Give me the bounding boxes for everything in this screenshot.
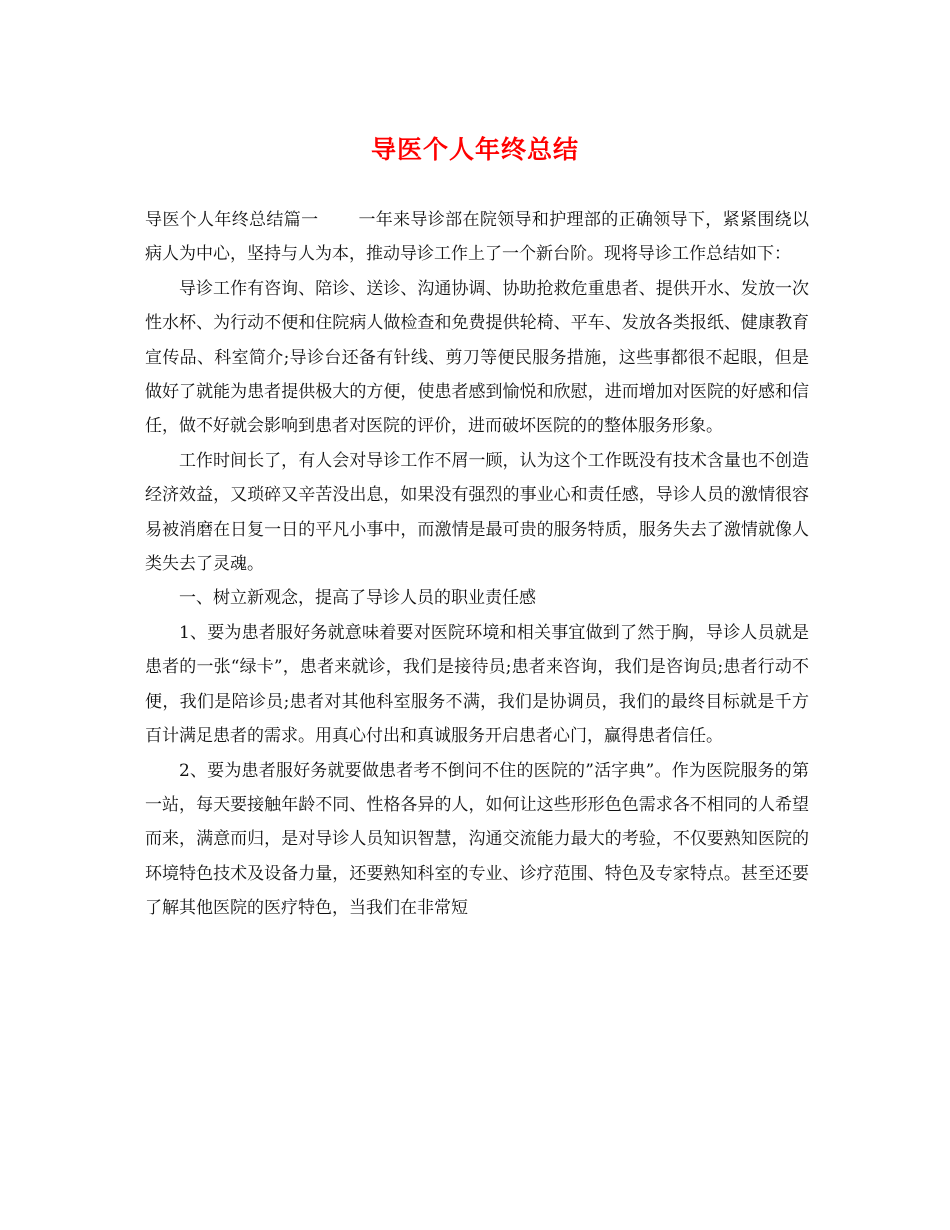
paragraph-intro — [145, 203, 809, 272]
section-label: 导医个人年终总结篇一 — [145, 210, 319, 230]
paragraph-text: 一年来导诊部在院领导和护理部的正确领导下，紧紧围绕以病人为中心，坚持与人为本，推动导诊工作上了一个新台阶。现将导诊工作总结如下： — [145, 210, 810, 265]
document-title: 导医个人年终总结 — [370, 135, 579, 164]
paragraph: 2、要为患者服好务就要做患者考不倒问不住的医院的”活字典”。作为医院服务的第一站，每天要接触年龄不同、性格各异的人，如何让这些形形色色需求各不相同的人希望而来，满意而归，是对导诊人员知识智慧，沟通交流能力最大的考验，不仅要熟知医院的环境特色技术及设备力量，还要熟知科室的专业、诊疗范围、特色及专家特点。甚至还要了解其他医院的医疗特色，当我们在非常短 — [145, 760, 809, 919]
document-body — [145, 203, 809, 926]
paragraph: 导诊工作有咨询、陪诊、送诊、沟通协调、协助抢救危重患者、提供开水、发放一次性水杯、为行动不便和住院病人做检查和免费提供轮椅、平车、发放各类报纸、健康教育宣传品、科室简介;导诊台还备有针线、剪刀等便民服务措施，这些事都很不起眼，但是做好了就能为患者提供极大的方便，使患者感到愉悦和欣慰，进而增加对医院的好感和信任，做不好就会影响到患者对医院的评价，进而破坏医院的的整体服务形象。 — [145, 278, 809, 437]
section-heading: 一、树立新观念，提高了导诊人员的职业责任感 — [179, 588, 536, 609]
paragraph: 工作时间长了，有人会对导诊工作不屑一顾，认为这个工作既没有技术含量也不创造经济效益，又琐碎又辛苦没出息，如果没有强烈的事业心和责任感，导诊人员的激情很容易被消磨在日复一日的平凡小事中，而激情是最可贵的服务特质，服务失去了激情就像人类失去了灵魂。 — [145, 450, 809, 575]
paragraph: 1、要为患者服好务就意味着要对医院环境和相关事宜做到了然于胸，导诊人员就是患者的一张“绿卡”，患者来就诊，我们是接待员;患者来咨询，我们是咨询员;患者行动不便，我们是陪诊员;患者对其他科室服务不满，我们是协调员，我们的最终目标就是千方百计满足患者的需求。用真心付出和真诚服务开启患者心门，赢得患者信任。 — [145, 622, 809, 747]
